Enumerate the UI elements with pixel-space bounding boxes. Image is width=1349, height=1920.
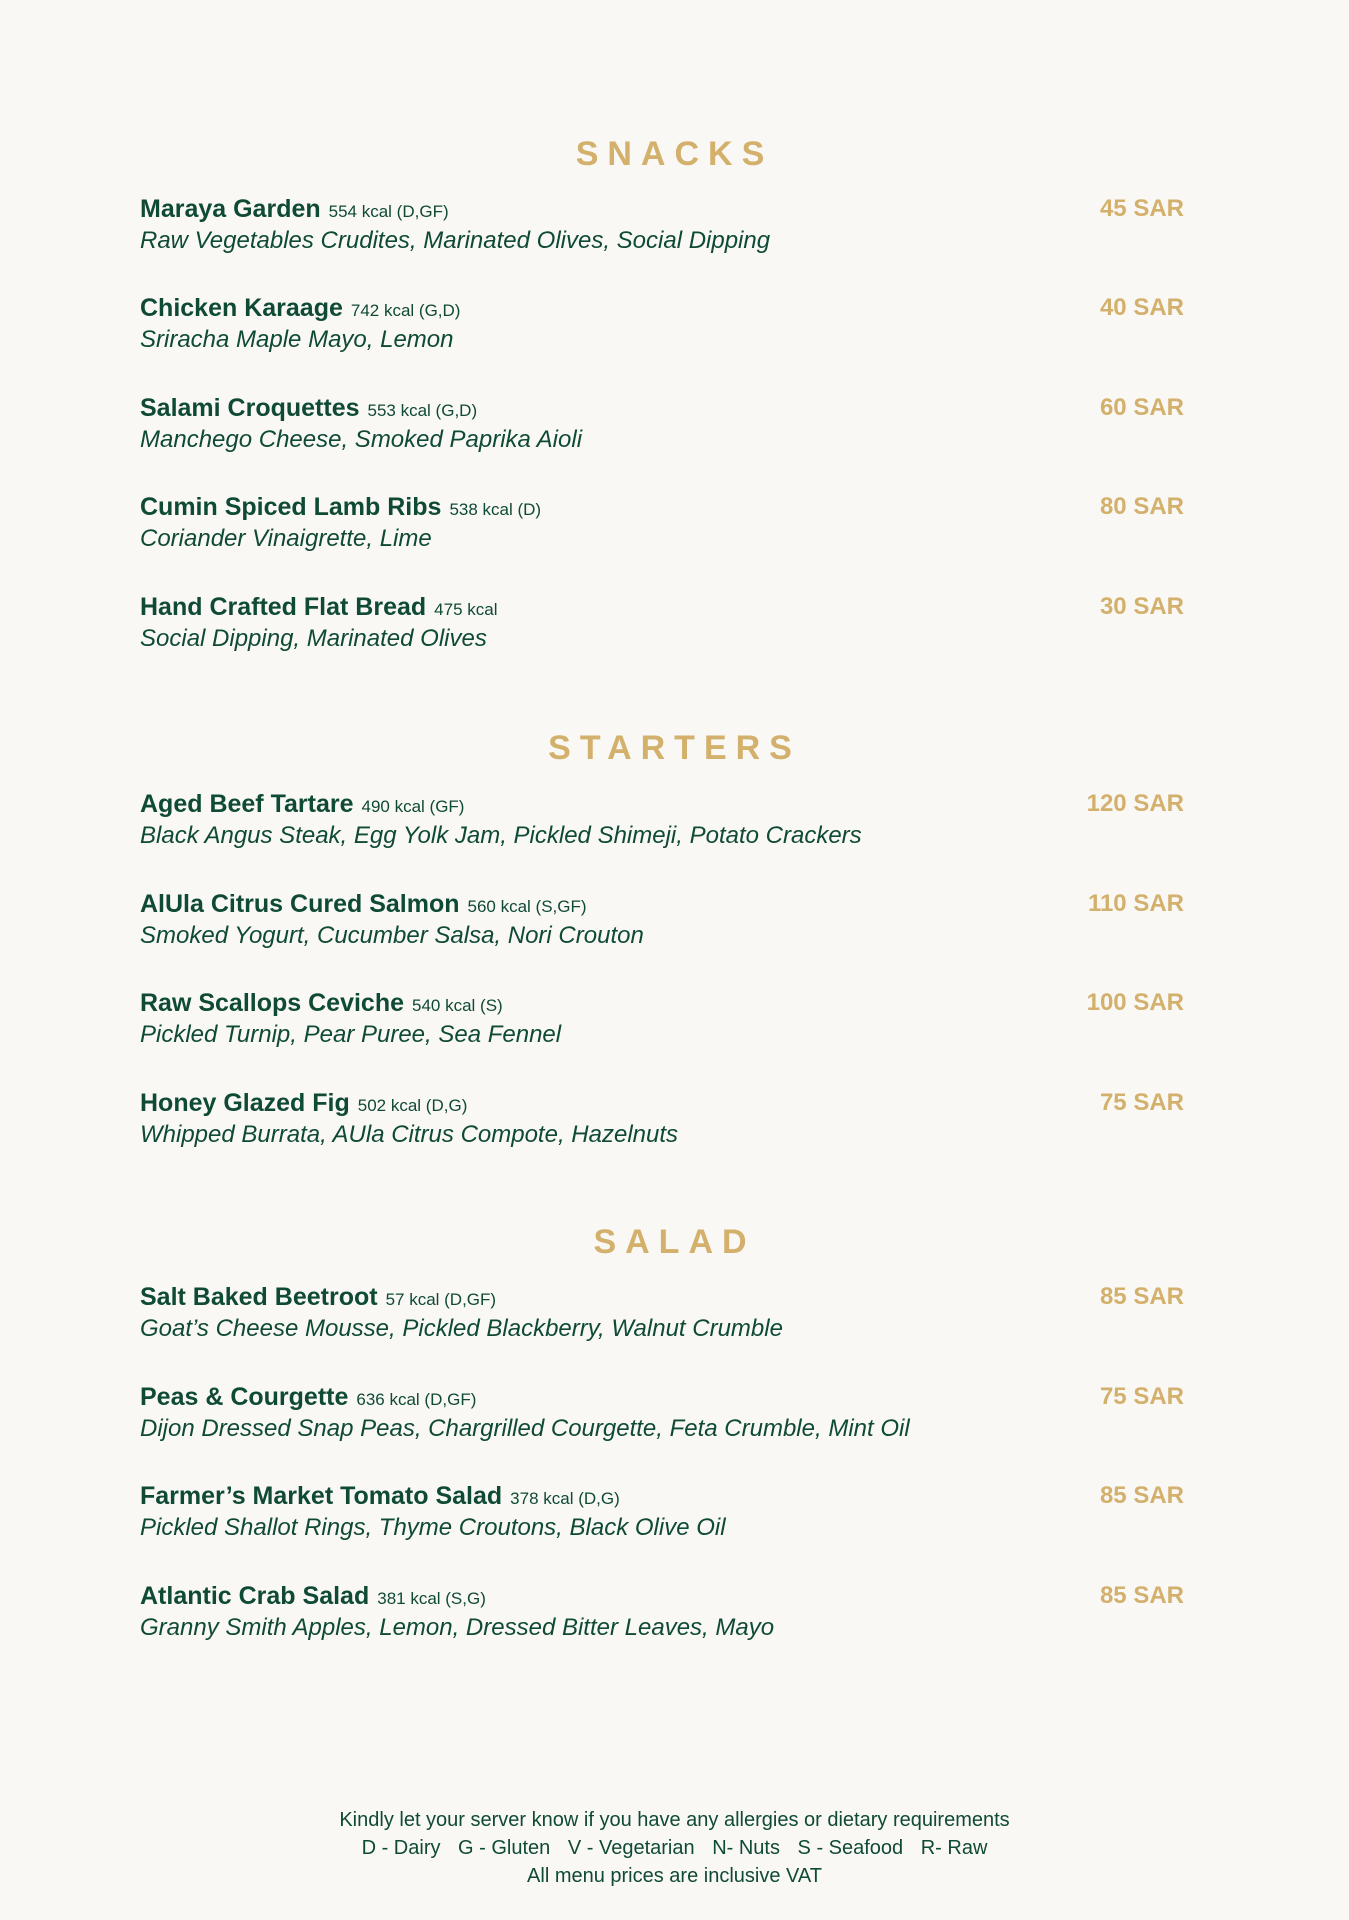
menu-item	[140, 591, 1184, 661]
item-price: 30 SAR	[1099, 593, 1184, 620]
item-description: Social Dipping, Marinated Olives	[140, 625, 487, 652]
item-description: Black Angus Steak, Egg Yolk Jam, Pickled Shimeji, Potato Crackers	[140, 822, 862, 849]
allergy-notice: Kindly let your server know if you have any allergies or dietary requirements	[339, 1809, 1010, 1831]
item-description: Goat’s Cheese Mousse, Pickled Blackberry, Walnut Crumble	[140, 1315, 783, 1342]
menu-item	[140, 1580, 1184, 1650]
item-kcal: 554 kcal (D,GF)	[328, 202, 449, 221]
item-kcal: 636 kcal (D,GF)	[356, 1390, 477, 1409]
item-kcal: 553 kcal (G,D)	[367, 401, 478, 420]
item-name: Maraya Garden	[140, 195, 321, 223]
legend-item: G - Gluten	[458, 1837, 551, 1859]
item-description: Pickled Turnip, Pear Puree, Sea Fennel	[140, 1021, 562, 1048]
item-price: 85 SAR	[1099, 1582, 1184, 1609]
menu-item	[140, 292, 1184, 362]
legend-item: R- Raw	[920, 1837, 988, 1859]
item-description: Dijon Dressed Snap Peas, Chargrilled Courgette, Feta Crumble, Mint Oil	[140, 1415, 910, 1442]
item-kcal: 502 kcal (D,G)	[357, 1096, 468, 1115]
item-kcal: 381 kcal (S,G)	[377, 1589, 486, 1608]
item-kcal: 540 kcal (S)	[412, 996, 503, 1015]
item-name: Raw Scallops Ceviche	[140, 989, 405, 1017]
section-title: SALAD	[593, 1223, 756, 1261]
menu-item	[140, 788, 1184, 858]
item-kcal: 475 kcal	[434, 600, 498, 619]
item-kcal: 538 kcal (D)	[449, 500, 542, 519]
item-price: 120 SAR	[1086, 790, 1184, 817]
item-description: Smoked Yogurt, Cucumber Salsa, Nori Crouton	[140, 922, 644, 949]
section-title: SNACKS	[575, 135, 774, 173]
item-name: Peas & Courgette	[140, 1383, 349, 1411]
item-kcal: 378 kcal (D,G)	[510, 1489, 620, 1508]
item-name: Cumin Spiced Lamb Ribs	[140, 493, 442, 521]
item-price: 80 SAR	[1099, 493, 1184, 520]
item-description: Granny Smith Apples, Lemon, Dressed Bitter Leaves, Mayo	[140, 1614, 775, 1641]
menu-item	[140, 392, 1184, 462]
menu-item	[140, 888, 1184, 958]
menu-item	[140, 1480, 1184, 1550]
item-description: Sriracha Maple Mayo, Lemon	[140, 326, 454, 353]
menu-item	[140, 491, 1184, 561]
item-kcal: 560 kcal (S,GF)	[467, 897, 587, 916]
menu-item	[140, 193, 1184, 263]
item-price: 75 SAR	[1099, 1383, 1184, 1410]
item-description: Raw Vegetables Crudites, Marinated Olives, Social Dipping	[140, 227, 771, 254]
menu-item	[140, 1381, 1184, 1451]
menu-item	[140, 1281, 1184, 1351]
item-price: 60 SAR	[1099, 394, 1184, 421]
item-price: 85 SAR	[1099, 1283, 1184, 1310]
item-description: Pickled Shallot Rings, Thyme Croutons, Black Olive Oil	[140, 1514, 726, 1541]
legend-item: D - Dairy	[361, 1837, 441, 1859]
item-name: Salami Croquettes	[140, 394, 360, 422]
item-name: Aged Beef Tartare	[140, 790, 354, 818]
item-description: Manchego Cheese, Smoked Paprika Aioli	[140, 426, 583, 453]
legend-item: S - Seafood	[797, 1837, 904, 1859]
item-price: 75 SAR	[1099, 1089, 1184, 1116]
item-kcal: 490 kcal (GF)	[361, 797, 465, 816]
item-name: Chicken Karaage	[140, 294, 343, 322]
item-name: Atlantic Crab Salad	[140, 1582, 370, 1610]
item-kcal: 742 kcal (G,D)	[350, 301, 461, 320]
item-name: Honey Glazed Fig	[140, 1089, 350, 1117]
menu-item	[140, 1087, 1184, 1157]
item-price: 85 SAR	[1099, 1482, 1184, 1509]
item-price: 40 SAR	[1099, 294, 1184, 321]
vat-notice: All menu prices are inclusive VAT	[527, 1865, 822, 1887]
allergen-legend	[0, 1834, 1349, 1862]
item-description: Coriander Vinaigrette, Lime	[140, 525, 432, 552]
item-price: 45 SAR	[1099, 195, 1184, 222]
item-name: AlUla Citrus Cured Salmon	[140, 890, 460, 918]
item-name: Hand Crafted Flat Bread	[140, 593, 427, 621]
item-price: 100 SAR	[1086, 989, 1184, 1016]
item-price: 110 SAR	[1087, 890, 1184, 917]
footer-notes	[0, 1806, 1349, 1890]
menu-item	[140, 987, 1184, 1057]
item-kcal: 57 kcal (D,GF)	[385, 1290, 497, 1309]
item-name: Farmer’s Market Tomato Salad	[140, 1482, 503, 1510]
legend-item: N- Nuts	[712, 1837, 780, 1859]
item-description: Whipped Burrata, AUla Citrus Compote, Hazelnuts	[140, 1121, 679, 1148]
section-title: STARTERS	[548, 729, 801, 767]
legend-item: V - Vegetarian	[567, 1837, 695, 1859]
item-name: Salt Baked Beetroot	[140, 1283, 378, 1311]
